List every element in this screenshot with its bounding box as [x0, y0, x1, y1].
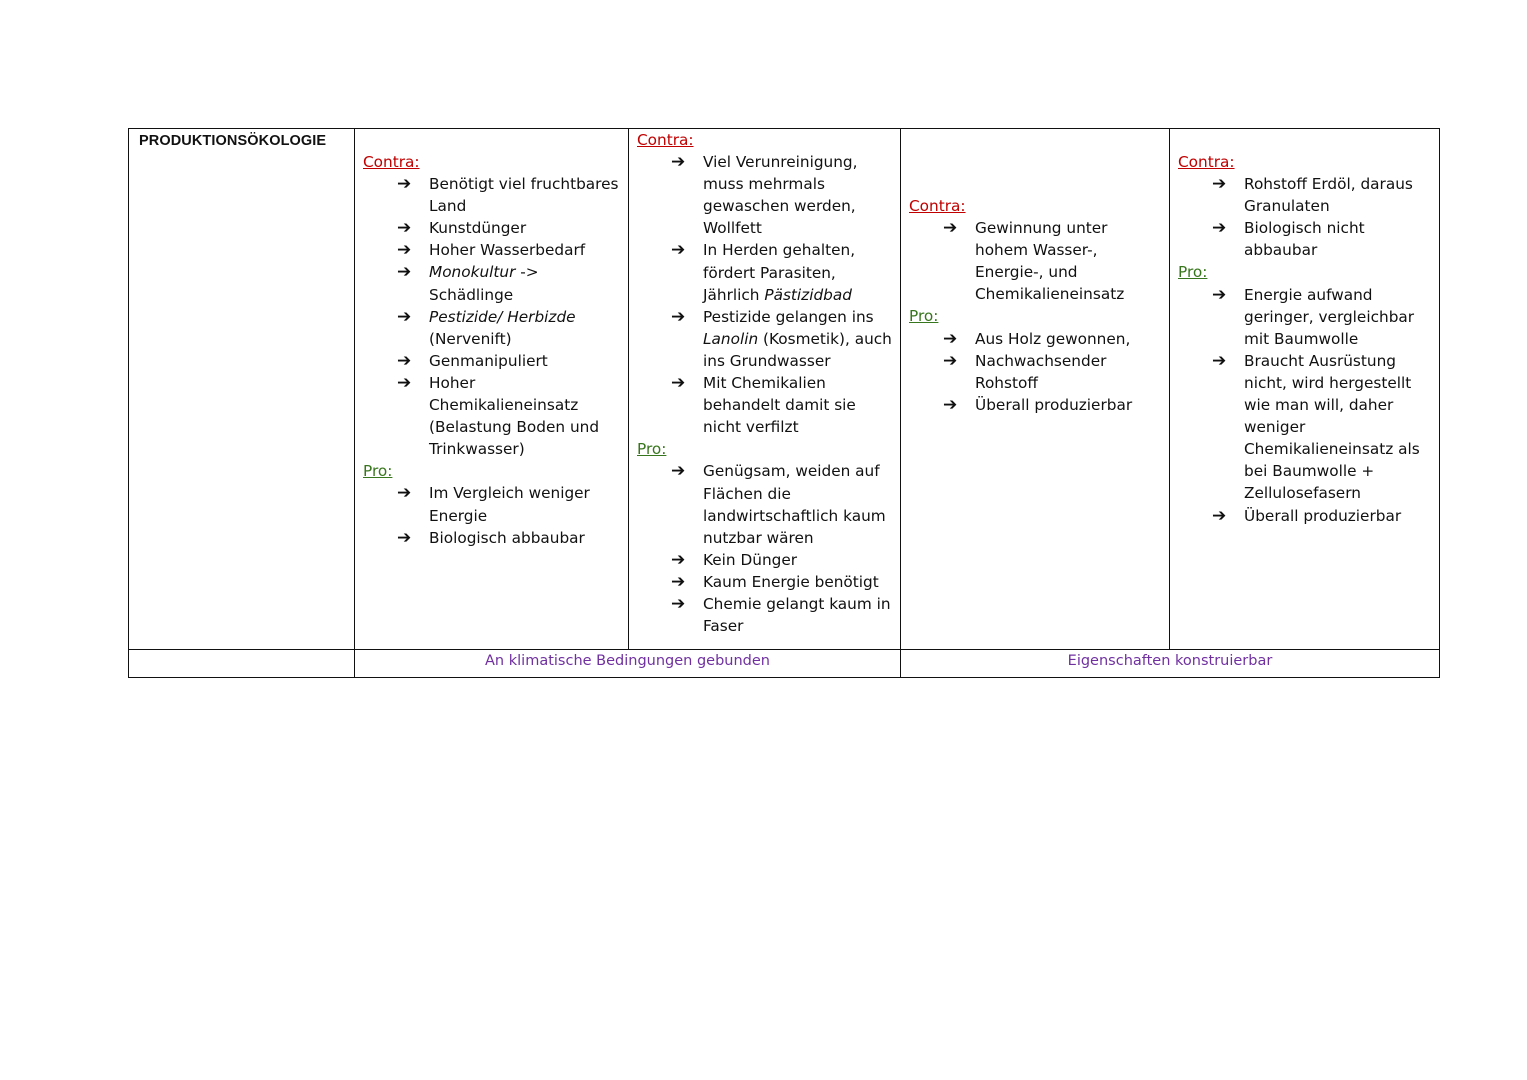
arrow-icon: ➔ [397, 174, 412, 195]
arrow-icon: ➔ [1212, 284, 1227, 305]
list-item [1178, 173, 1435, 217]
footer-synthetic-note: Eigenschaften konstruierbar [1067, 653, 1273, 669]
list-item [363, 239, 624, 261]
item-text: Viel Verunreinigung, muss mehrmals gewaschen werden, Wollfett [703, 153, 858, 238]
arrow-icon: ➔ [1212, 174, 1227, 195]
list-item [1178, 284, 1435, 350]
item-text: Kunstdünger [429, 219, 527, 238]
contra-label: Contra: [637, 131, 694, 149]
arrow-icon: ➔ [1212, 350, 1227, 371]
arrow-icon: ➔ [397, 350, 412, 371]
item-text: Biologisch nicht abbaubar [1244, 219, 1365, 260]
item-text: Kein Dünger [703, 550, 798, 569]
list-item [1178, 350, 1435, 505]
list-item [363, 217, 624, 239]
item-text: Pestizide gelangen ins [703, 307, 874, 326]
item-text: (Nervenift) [429, 329, 512, 348]
item-text: Braucht Ausrüstung nicht, wird hergestellt wie man will, daher weniger Chemikalieneinsatz als bei Baumwolle + Zellulosefasern [1244, 351, 1420, 503]
list-item [637, 549, 896, 571]
arrow-icon: ➔ [671, 461, 686, 482]
list-item [363, 372, 624, 460]
item-text: Benötigt viel fruchtbares Land [429, 175, 619, 216]
arrow-icon: ➔ [1212, 218, 1227, 239]
arrow-icon: ➔ [397, 262, 412, 283]
item-text: In Herden gehalten, fördert Parasiten, Jährlich [703, 241, 856, 304]
list-item [637, 306, 896, 372]
item-text: Rohstoff Erdöl, daraus Granulaten [1244, 175, 1413, 216]
arrow-icon: ➔ [671, 240, 686, 261]
item-text: Gewinnung unter hohem Wasser-, Energie-, und Chemikalieneinsatz [975, 219, 1125, 304]
list-item [1178, 505, 1435, 527]
item-text-italic: Lanolin [703, 329, 759, 348]
arrow-icon: ➔ [1212, 505, 1227, 526]
list-item [363, 306, 624, 350]
item-text: Genügsam, weiden auf Flächen die landwirtschaftlich kaum nutzbar wären [703, 462, 886, 547]
item-text: Überall produzierbar [975, 395, 1133, 414]
list-item [637, 239, 896, 305]
contra-list [909, 217, 1165, 305]
list-item [637, 151, 896, 239]
item-text-italic: Monokultur [429, 263, 516, 282]
footer-synthetic-cell [901, 650, 1440, 678]
list-item [909, 350, 1165, 394]
arrow-icon: ➔ [943, 218, 958, 239]
item-text: Mit Chemikalien behandelt damit sie nicht verfilzt [703, 374, 856, 437]
item-text: Im Vergleich weniger Energie [429, 484, 590, 525]
list-item [637, 460, 896, 548]
arrow-icon: ➔ [397, 218, 412, 239]
list-item [909, 328, 1165, 350]
column-cellulose [901, 129, 1170, 650]
pro-label: Pro: [1178, 263, 1208, 282]
list-item [363, 173, 624, 217]
arrow-icon: ➔ [397, 306, 412, 327]
column-cotton [355, 129, 629, 650]
main-row [129, 129, 1440, 650]
arrow-icon: ➔ [671, 593, 686, 614]
arrow-icon: ➔ [397, 527, 412, 548]
item-text: Nachwachsender Rohstoff [975, 351, 1107, 392]
arrow-icon: ➔ [943, 328, 958, 349]
pro-list [1178, 284, 1435, 527]
item-text: Kaum Energie benötigt [703, 572, 879, 591]
contra-label: Contra: [363, 153, 420, 171]
item-text: (Kosmetik), auch ins Grundwasser [703, 329, 892, 370]
arrow-icon: ➔ [671, 152, 686, 173]
item-text: Hoher Wasserbedarf [429, 241, 586, 260]
contra-list [637, 151, 896, 438]
footer-empty-cell [129, 650, 355, 678]
list-item [909, 217, 1165, 305]
footer-natural-cell [355, 650, 901, 678]
arrow-icon: ➔ [397, 483, 412, 504]
contra-label: Contra: [1178, 153, 1235, 171]
list-item [363, 482, 624, 526]
list-item [637, 593, 896, 637]
arrow-icon: ➔ [397, 372, 412, 393]
production-ecology-table [128, 128, 1440, 678]
list-item [637, 372, 896, 438]
arrow-icon: ➔ [671, 571, 686, 592]
pro-list [363, 482, 624, 548]
column-wool [629, 129, 901, 650]
item-text-italic: Pestizide/ Herbizde [429, 307, 576, 326]
contra-label: Contra: [909, 197, 966, 215]
pro-label: Pro: [637, 440, 667, 459]
item-text-italic: Pästizidbad [764, 285, 852, 304]
item-text: Chemie gelangt kaum in Faser [703, 594, 891, 636]
arrow-icon: ➔ [943, 350, 958, 371]
table-heading: PRODUKTIONSÖKOLOGIE [139, 133, 327, 149]
list-item [909, 394, 1165, 416]
footer-row [129, 650, 1440, 678]
item-text: Überall produzierbar [1244, 506, 1402, 525]
contra-list [363, 173, 624, 460]
pro-label: Pro: [909, 307, 939, 326]
list-item [1178, 217, 1435, 261]
item-text: Aus Holz gewonnen, [975, 329, 1131, 348]
pro-label: Pro: [363, 462, 393, 481]
arrow-icon: ➔ [671, 306, 686, 327]
arrow-icon: ➔ [671, 549, 686, 570]
contra-list [1178, 173, 1435, 261]
arrow-icon: ➔ [671, 373, 686, 394]
pro-list [637, 460, 896, 637]
item-text: Biologisch abbaubar [429, 528, 585, 547]
arrow-icon: ➔ [943, 394, 958, 415]
list-item [637, 571, 896, 593]
heading-cell [129, 129, 355, 650]
list-item [363, 350, 624, 372]
item-text: Genmanipuliert [429, 351, 548, 370]
item-text: Energie aufwand geringer, vergleichbar mit Baumwolle [1244, 285, 1415, 348]
footer-natural-note: An klimatische Bedingungen gebunden [485, 653, 770, 669]
column-synthetic [1170, 129, 1440, 650]
list-item [363, 527, 624, 549]
pro-list [909, 328, 1165, 416]
list-item [363, 261, 624, 305]
item-text: Hoher Chemikalieneinsatz (Belastung Boden und Trinkwasser) [429, 373, 600, 459]
item-text: -> Schädlinge [429, 263, 539, 304]
arrow-icon: ➔ [397, 240, 412, 261]
